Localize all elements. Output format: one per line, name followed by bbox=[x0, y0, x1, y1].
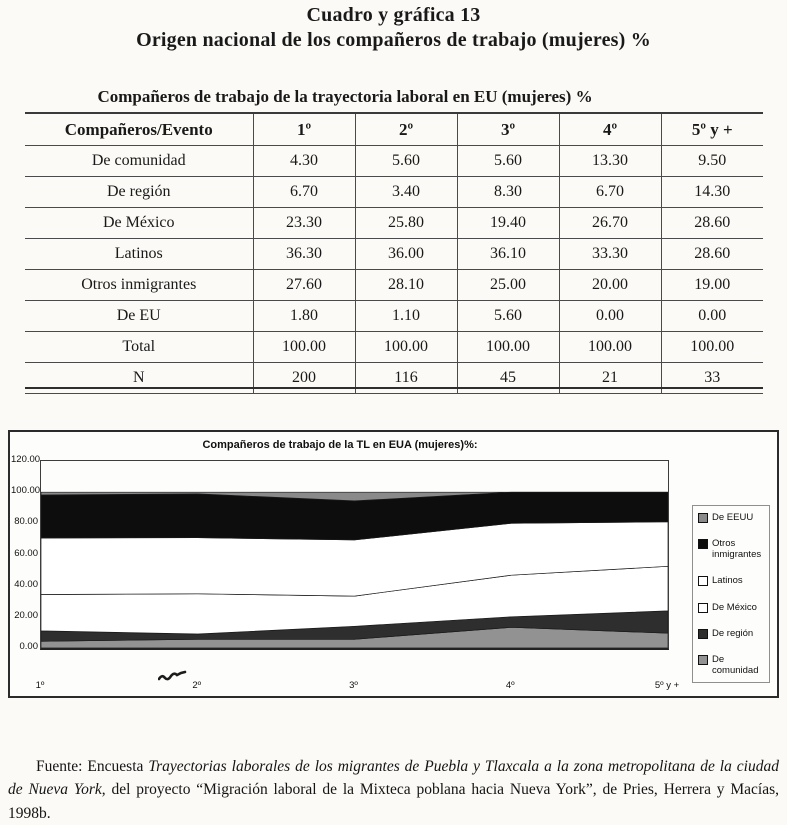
cell-value: 5.60 bbox=[457, 301, 559, 332]
row-label: De región bbox=[25, 177, 253, 208]
x-tick-label: 1º bbox=[36, 680, 45, 691]
legend-label: De comunidad bbox=[712, 654, 766, 676]
cell-value: 36.30 bbox=[253, 239, 355, 270]
row-label: Otros inmigrantes bbox=[25, 270, 253, 301]
table-title: Compañeros de trabajo de la trayectoria laboral en EU (mujeres) % bbox=[20, 87, 670, 107]
x-tick-label: 5º y + bbox=[655, 680, 679, 691]
cell-value: 14.30 bbox=[661, 177, 763, 208]
cell-value: 0.00 bbox=[559, 301, 661, 332]
legend-label: De región bbox=[712, 628, 753, 639]
cell-value: 4.30 bbox=[253, 146, 355, 177]
column-header: Compañeros/Evento bbox=[25, 113, 253, 146]
cell-value: 26.70 bbox=[559, 208, 661, 239]
cell-value: 100.00 bbox=[661, 332, 763, 363]
column-header: 1º bbox=[253, 113, 355, 146]
page-title bbox=[0, 3, 787, 53]
source-note-title: Trayectorias laborales de los migrantes de Puebla y Tlaxcala a la zona metropolitana de la ciudad de Nueva York bbox=[8, 758, 779, 799]
cell-value: 28.60 bbox=[661, 239, 763, 270]
legend-item bbox=[698, 538, 766, 560]
legend-swatch-icon bbox=[698, 655, 708, 665]
column-header: 3º bbox=[457, 113, 559, 146]
column-header: 5º y + bbox=[661, 113, 763, 146]
cell-value: 5.60 bbox=[457, 146, 559, 177]
stacked-area-svg bbox=[41, 461, 668, 648]
legend-label: De EEUU bbox=[712, 512, 753, 523]
cell-value: 8.30 bbox=[457, 177, 559, 208]
pen-mark-smudge bbox=[158, 670, 188, 682]
cell-value: 28.60 bbox=[661, 208, 763, 239]
legend-swatch-icon bbox=[698, 513, 708, 523]
cell-value: 45 bbox=[457, 363, 559, 394]
row-label: Total bbox=[25, 332, 253, 363]
header-row bbox=[25, 113, 763, 146]
cell-value: 1.80 bbox=[253, 301, 355, 332]
legend-item bbox=[698, 512, 766, 523]
cell-value: 13.30 bbox=[559, 146, 661, 177]
cell-value: 0.00 bbox=[661, 301, 763, 332]
legend-item bbox=[698, 628, 766, 639]
y-tick-label: 0.00 bbox=[11, 641, 38, 652]
cell-value: 6.70 bbox=[253, 177, 355, 208]
y-tick-label: 60.00 bbox=[11, 548, 38, 559]
cell-value: 28.10 bbox=[355, 270, 457, 301]
cell-value: 20.00 bbox=[559, 270, 661, 301]
source-note bbox=[8, 755, 779, 825]
column-header: 4º bbox=[559, 113, 661, 146]
row-label: De comunidad bbox=[25, 146, 253, 177]
legend-item bbox=[698, 602, 766, 613]
source-note-prefix: Fuente: Encuesta bbox=[36, 758, 148, 775]
cell-value: 19.00 bbox=[661, 270, 763, 301]
cell-value: 116 bbox=[355, 363, 457, 394]
cell-value: 23.30 bbox=[253, 208, 355, 239]
cell-value: 25.80 bbox=[355, 208, 457, 239]
table-bottom-double-rule bbox=[25, 384, 763, 389]
y-tick-label: 20.00 bbox=[11, 610, 38, 621]
cell-value: 100.00 bbox=[253, 332, 355, 363]
page-title-line1: Cuadro y gráfica 13 bbox=[0, 3, 787, 28]
y-tick-label: 40.00 bbox=[11, 579, 38, 590]
cell-value: 200 bbox=[253, 363, 355, 394]
legend-label: De México bbox=[712, 602, 757, 613]
table-row bbox=[25, 270, 763, 301]
source-note-suffix: , del proyecto “Migración laboral de la Mixteca poblana hacia Nueva York”, de Pries, Herrera y Macías, 1998b. bbox=[8, 781, 779, 822]
legend-item bbox=[698, 575, 766, 586]
cell-value: 6.70 bbox=[559, 177, 661, 208]
cell-value: 9.50 bbox=[661, 146, 763, 177]
row-label: De México bbox=[25, 208, 253, 239]
table-row bbox=[25, 301, 763, 332]
x-tick-label: 2º bbox=[192, 680, 201, 691]
legend-swatch-icon bbox=[698, 603, 708, 613]
cell-value: 100.00 bbox=[355, 332, 457, 363]
row-label: Latinos bbox=[25, 239, 253, 270]
cell-value: 100.00 bbox=[559, 332, 661, 363]
x-tick-label: 4º bbox=[506, 680, 515, 691]
cell-value: 19.40 bbox=[457, 208, 559, 239]
legend bbox=[692, 505, 770, 683]
chart-panel bbox=[8, 430, 779, 698]
table-row bbox=[25, 239, 763, 270]
table-row bbox=[25, 146, 763, 177]
column-header: 2º bbox=[355, 113, 457, 146]
cell-value: 5.60 bbox=[355, 146, 457, 177]
y-tick-label: 100.00 bbox=[11, 485, 38, 496]
cell-value: 33.30 bbox=[559, 239, 661, 270]
table-row bbox=[25, 208, 763, 239]
cell-value: 21 bbox=[559, 363, 661, 394]
legend-label: Otros inmigrantes bbox=[712, 538, 766, 560]
page-title-line2: Origen nacional de los compañeros de trabajo (mujeres) % bbox=[0, 28, 787, 53]
cell-value: 100.00 bbox=[457, 332, 559, 363]
legend-label: Latinos bbox=[712, 575, 743, 586]
cell-value: 3.40 bbox=[355, 177, 457, 208]
cell-value: 36.00 bbox=[355, 239, 457, 270]
x-tick-label: 3º bbox=[349, 680, 358, 691]
chart-title: Compañeros de trabajo de la TL en EUA (mujeres)%: bbox=[10, 439, 670, 451]
cell-value: 1.10 bbox=[355, 301, 457, 332]
y-tick-label: 80.00 bbox=[11, 516, 38, 527]
legend-item bbox=[698, 654, 766, 676]
cell-value: 25.00 bbox=[457, 270, 559, 301]
table-row bbox=[25, 177, 763, 208]
y-tick-label: 120.00 bbox=[11, 454, 38, 465]
cell-value: 36.10 bbox=[457, 239, 559, 270]
row-label: De EU bbox=[25, 301, 253, 332]
cell-value: 27.60 bbox=[253, 270, 355, 301]
table-row bbox=[25, 332, 763, 363]
row-label: N bbox=[25, 363, 253, 394]
legend-swatch-icon bbox=[698, 629, 708, 639]
legend-swatch-icon bbox=[698, 576, 708, 586]
cell-value: 33 bbox=[661, 363, 763, 394]
data-table bbox=[25, 112, 763, 394]
legend-swatch-icon bbox=[698, 539, 708, 549]
plot-area bbox=[40, 460, 669, 650]
